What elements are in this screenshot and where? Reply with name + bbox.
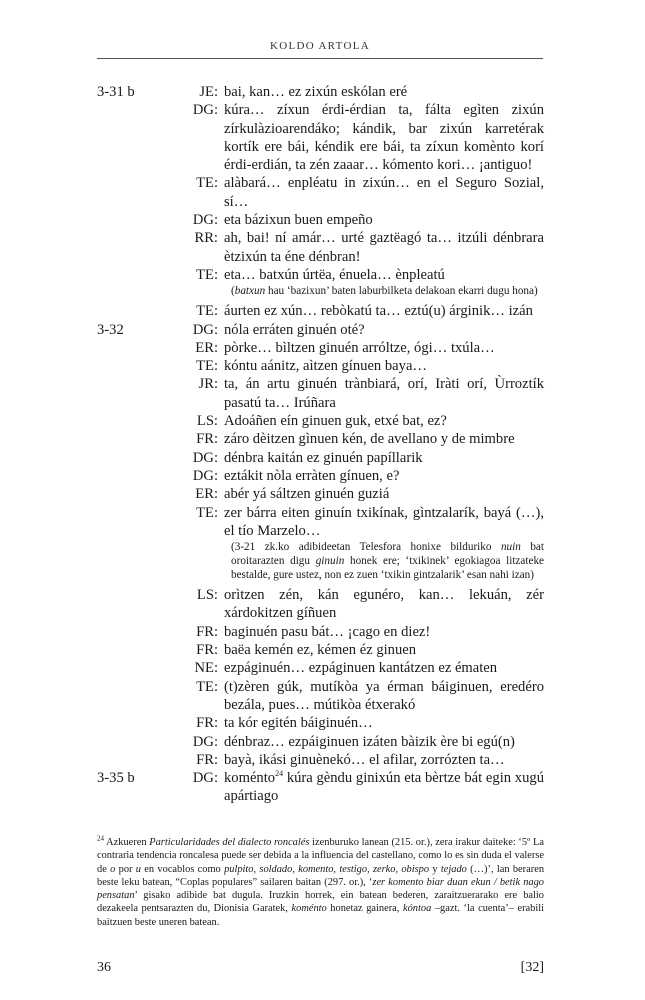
dialogue-line (0, 733, 645, 751)
footnote-marker: 24 (275, 769, 284, 779)
utterance-text (224, 357, 544, 375)
dialogue-line (0, 375, 645, 412)
note-text: ( (231, 285, 235, 298)
dialogue-line (0, 302, 645, 320)
utterance-span: pòrke… bìltzen ginuén arróltze, ógi… txúla… (224, 339, 495, 356)
dialogue-line (0, 485, 645, 503)
speaker-label: RR: (194, 230, 218, 247)
note-emphasis: ginuin (315, 555, 345, 568)
speaker-label: LS: (196, 587, 218, 604)
utterance-text (224, 229, 544, 266)
footnote (97, 836, 544, 929)
dialogue-line (0, 266, 645, 284)
utterance-text (224, 769, 544, 806)
utterance-text (224, 449, 544, 467)
utterance-span: dénbraz… ezpáiginuen izáten bàizik ère bi egú(n) (224, 733, 515, 750)
note-text: honek ere; ‘txikinek’ egokiagoa litzateke bestalde, gure ustez, non ez zuen ‘txikin gintzalarik’ esan nahi izan) (231, 555, 544, 582)
dialogue-line (0, 467, 645, 485)
utterance-span: áurten ez xún… rebòkatú ta… eztú(u) árginik… izán (224, 303, 533, 320)
speaker-label: TE: (196, 358, 218, 375)
utterance-span: abér yá sáltzen ginuén guziá (224, 486, 390, 503)
utterance-span: dénbra kaitán ez ginuén papíllarik (224, 449, 423, 466)
utterance-text (224, 467, 544, 485)
speaker-label: DG: (192, 212, 218, 229)
speaker-label: DG: (192, 321, 218, 338)
utterance-span: baginuén pasu bát… ¡cago en diez! (224, 623, 431, 640)
utterance-text (224, 266, 544, 284)
dialogue-line (0, 357, 645, 375)
footnote-emphasis: zer komento biar duan ekun / betik nago pensatan (97, 876, 544, 902)
utterance-text (224, 302, 544, 320)
dialogue-line (0, 586, 645, 623)
footnote-emphasis: u (135, 863, 141, 875)
dialogue-line (0, 714, 645, 732)
dialogue-line (0, 412, 645, 430)
utterance-span: ta, án artu ginuén trànbiará, orí, Iràti orí, Ùrroztík pasatú ta… Irúñara (224, 376, 544, 411)
example-reference: 3-32 (97, 321, 124, 338)
page-number: 36 (97, 960, 111, 975)
dialogue-line (0, 641, 645, 659)
dialogue-line (0, 101, 645, 174)
utterance-text (224, 101, 544, 174)
utterance-text (224, 339, 544, 357)
utterance-text (224, 623, 544, 641)
utterance-text (224, 659, 544, 677)
utterance-span: ezpáginuén… ezpáginuen kantátzen ez ématen (224, 660, 498, 677)
running-header: KOLDO ARTOLA (270, 40, 370, 52)
dialogue-line (0, 504, 645, 541)
header-rule (97, 58, 543, 59)
dialogue-line (0, 449, 645, 467)
editor-note (231, 284, 544, 298)
dialogue-line (0, 174, 645, 211)
utterance-span: bayà, ikási ginuènekó… el afilar, zorrózten ta… (224, 751, 505, 768)
utterance-span: koménto (224, 770, 276, 787)
utterance-text (224, 375, 544, 412)
note-text: (3-21 zk.ko adibideetan Telesfora honixe bilduriko (231, 541, 501, 554)
utterance-span: orìtzen zén, kán egunéro, kan… lekuán, zér xárdokitzen gíñuen (224, 587, 544, 622)
footnote-emphasis: o (110, 863, 116, 875)
speaker-label: NE: (194, 660, 218, 677)
utterance-span: nóla erráten ginuén oté? (224, 321, 365, 338)
utterance-text (224, 641, 544, 659)
speaker-label: FR: (196, 642, 218, 659)
speaker-label: TE: (196, 266, 218, 283)
utterance-span: ah, bai! ní amár… urté gaztëagó ta… itzúli dénbrara ètzixún ta éne dénbran! (224, 230, 544, 265)
utterance-span: zer bárra eiten ginuín txikínak, gìntzalarík, bayá (…), el tío Marzelo… (224, 504, 544, 539)
utterance-text (224, 211, 544, 229)
footnote-text: en vocablos como (141, 863, 225, 875)
footnote-emphasis: Particularidades del dialecto roncalés (149, 837, 310, 848)
dialogue-line (0, 83, 645, 101)
dialogue-transcript (0, 83, 645, 806)
note-emphasis: nuin (500, 541, 521, 554)
utterance-text (224, 586, 544, 623)
speaker-label: FR: (196, 431, 218, 448)
utterance-text (224, 83, 544, 101)
dialogue-line (0, 229, 645, 266)
speaker-label: TE: (196, 504, 218, 521)
utterance-span: kóntu aánitz, aìtzen gínuen baya… (224, 358, 428, 375)
footnote-emphasis: koménto (291, 903, 327, 915)
dialogue-line (0, 339, 645, 357)
note-text: bat oroitarazten digu (231, 541, 544, 568)
footnote-emphasis: kóntoa (402, 903, 432, 915)
speaker-label: DG: (192, 467, 218, 484)
footnote-text: Azkueren (104, 837, 150, 848)
utterance-span: eta bázixun buen empeño (224, 212, 373, 229)
footnote-text: –gazt. ‘la cuenta’– erabili baitzuen beste uneren batean. (97, 903, 544, 928)
footnote-emphasis: pulpito, soldado, komento, testigo, zerko, obispo (224, 863, 430, 875)
speaker-label: JE: (199, 84, 218, 100)
dialogue-line (0, 659, 645, 677)
speaker-label: DG: (192, 102, 218, 119)
utterance-text (224, 174, 544, 211)
utterance-span: Adoáñen eín ginuen guk, etxé bat, ez? (224, 413, 447, 430)
utterance-text (224, 678, 544, 715)
utterance-text (224, 714, 544, 732)
utterance-text (224, 504, 544, 541)
speaker-label: FR: (196, 751, 218, 768)
utterance-span: ta kór egitén báiginuén… (224, 715, 373, 732)
utterance-span: eztákit nòla erràten gínuen, e? (224, 467, 400, 484)
dialogue-line (0, 623, 645, 641)
footnote-emphasis: tejado (440, 863, 467, 875)
dialogue-line (0, 769, 645, 806)
utterance-text (224, 321, 544, 339)
example-reference: 3-35 b (97, 770, 135, 787)
footnote-text: izenburuko lanean (215. or.), zera irakur daiteke: ‘5º La contraria tendencia roncalesa puede ser debida a la influencia del castellano, como lo es sin duda el valerse de (97, 837, 544, 875)
dialogue-line (0, 678, 645, 715)
footnote-number: 24 (97, 834, 104, 843)
dialogue-line (0, 430, 645, 448)
utterance-span: alàbará… enpléatu in zixún… en el Seguro Sozial, sí… (224, 175, 544, 210)
speaker-label: DG: (192, 770, 218, 787)
speaker-label: ER: (195, 486, 218, 503)
note-emphasis: batxun (234, 285, 266, 298)
utterance-span: kúra gèndu ginixún eta bèrtze bát egin xugú apártiago (224, 770, 544, 805)
utterance-text (224, 751, 544, 769)
footnote-text: honetaz gainera, (326, 903, 403, 915)
speaker-label: TE: (196, 678, 218, 695)
dialogue-line (0, 751, 645, 769)
utterance-span: kúra… zíxun érdi-érdian ta, fálta egìten zixún zírkulàzioarendáko; kándik, bar zixún karretérak kortík ere bái, kéndik ere bái, ta zíxun komènto korí érdi-erdián, ta zén zaaar… kómento kori… ¡antiguo! (224, 102, 544, 174)
dialogue-line (0, 321, 645, 339)
editor-note (231, 540, 544, 582)
utterance-span: (t)zèren gúk, mutíkòa ya érman báiginuen, eredéro bezála, pues… mútikòa étxerakó (224, 678, 544, 713)
utterance-span: baëa kemén ez, kémen éz ginuen (224, 642, 417, 659)
speaker-label: DG: (192, 733, 218, 750)
utterance-span: záro dèitzen gìnuen kén, de avellano y de mimbre (224, 431, 515, 448)
footnote-text: (…)’, lan beraren beste leku batean, “Coplas populares” sailaren baitan (297. or.), ‘ (97, 863, 545, 888)
utterance-text (224, 733, 544, 751)
note-text: hau ‘bazixun’ baten laburbilketa delakoan ekarri dugu hona) (265, 285, 538, 298)
footnote-text: y (429, 863, 441, 875)
footnote-text: ’ gisako adibide bat dugula. Iruzkin horrek, ein batean bederen, zaraitzuerarako ere balio dezakeela pentsarazten du, Dionisia Garatek, (97, 890, 544, 915)
utterance-text (224, 412, 544, 430)
page-number-bracketed: [32] (520, 960, 544, 975)
utterance-span: bai, kan… ez zixún eskólan eré (224, 84, 408, 100)
utterance-text (224, 485, 544, 503)
speaker-label: DG: (192, 449, 218, 466)
dialogue-line (0, 211, 645, 229)
speaker-label: ER: (195, 339, 218, 356)
utterance-span: eta… batxún úrtëa, énuela… ènpleatú (224, 266, 445, 283)
speaker-label: FR: (196, 623, 218, 640)
speaker-label: TE: (196, 303, 218, 320)
utterance-text (224, 430, 544, 448)
speaker-label: FR: (196, 715, 218, 732)
speaker-label: TE: (196, 175, 218, 192)
footnote-text: por (115, 863, 136, 875)
speaker-label: JR: (198, 376, 218, 393)
example-reference: 3-31 b (97, 84, 135, 100)
speaker-label: LS: (196, 413, 218, 430)
